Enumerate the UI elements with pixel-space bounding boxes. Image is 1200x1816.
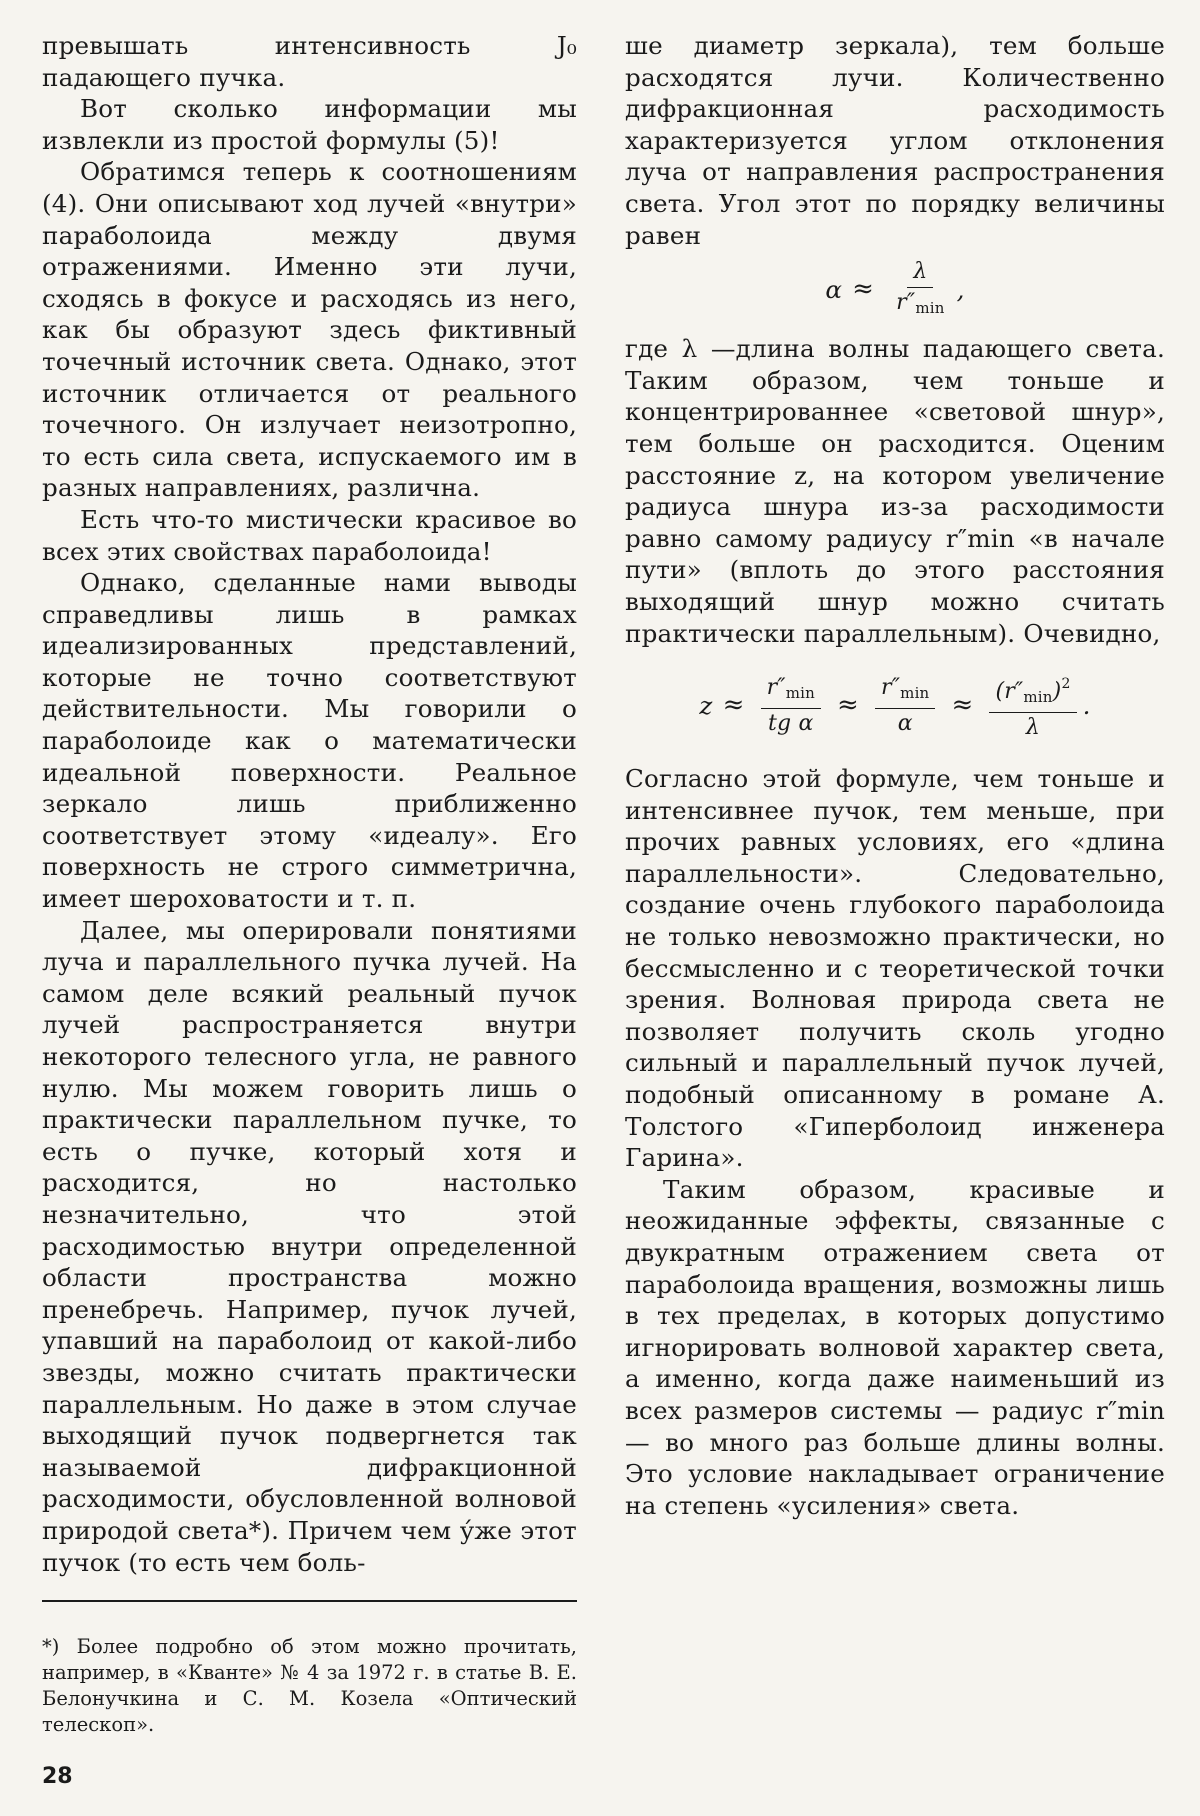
fraction-numerator [875,675,935,709]
paragraph: Обратимся теперь к соотношениям (4). Они описывают ход лучей «внутри» параболоида между двумя отражениями. Именно эти лучи, сходясь в фокусе и расходясь из него, как бы образуют здесь фиктивный точечный источник света. Однако, этот источник отличается от реального точечного. Он излучает неизотропно, то есть сила света, испускаемого им в разных направлениях, различна. [42,157,577,503]
formula-z [625,671,1165,741]
footnote: *) Более подробно об этом можно прочитать, например, в «Кванте» № 4 за 1972 г. в статье В. Е. Белонучкина и С. М. Козела «Оптический телескоп». [42,1635,577,1736]
formula-tail: , [956,275,965,305]
formula-lhs: z [699,691,713,721]
left-column [42,30,577,1578]
fraction [890,259,950,321]
r-symbol: r″ [766,675,786,701]
r-symbol: r″ [881,675,901,701]
subscript: min [900,684,930,703]
footnote-divider [42,1600,577,1602]
approx-sign: ≈ [837,690,859,721]
subscript: min [785,684,815,703]
page-number: 28 [42,1764,73,1789]
paragraph: Есть что-то мистически красивое во всех этих свойствах параболоида! [42,504,577,566]
approx-sign: ≈ [722,690,745,721]
subscript: min [915,299,945,318]
paragraph: превышать интенсивность J₀ падающего пучка. [42,31,577,92]
paragraph: ше диаметр зеркала), тем больше расходятся лучи. Количественно дифракционная расходимость характеризуется углом отклонения луча от направления распространения света. Угол этот по порядку величины равен [625,31,1165,250]
fraction [875,675,935,737]
fraction-numerator [989,671,1076,713]
fraction-denominator: λ [1025,715,1041,741]
subscript: min [1023,688,1053,707]
superscript: 2 [1061,676,1071,693]
approx-sign: ≈ [852,274,875,305]
fraction [761,675,821,737]
paragraph: Однако, сделанные нами выводы справедливы лишь в рамках идеализированных представлений, которые не точно соответствуют действительности. Мы говорили о параболоиде как о математически идеальной поверхности. Реальное зеркало лишь приближенно соответствует этому «идеалу». Его поверхность не строго симметрична, имеет шероховатости и т. п. [42,568,577,914]
paragraph: Согласно этой формуле, чем тоньше и интенсивнее пучок, тем меньше, при прочих равных условиях, его «длина параллельности». Следовательно, создание очень глубокого параболоида не только невозможно практически, но бессмысленно и с теоретической точки зрения. Волновая природа света не позволяет получить сколь угодно сильный и параллельный пучок лучей, подобный описанному в романе А. Толстого «Гиперболоид инженера Гарина». [625,764,1165,1173]
paragraph: Таким образом, красивые и неожиданные эффекты, связанные с двукратным отражением света от параболоида вращения, возможны лишь в тех пределах, в которых допустимо игнорировать волновой характер света, а именно, когда даже наименьший из всех размеров системы — радиус r″min — во много раз больше длины волны. Это условие накладывает ограничение на степень «усиления» света. [625,1174,1165,1520]
r-symbol: (r″ [995,679,1024,705]
r-symbol: r″ [896,290,916,316]
paren: ) [1052,679,1062,705]
paragraph: где λ —длина волны падающего света. Таким образом, чем тоньше и концентрированнее «световой шнур», тем больше он расходится. Оценим расстояние z, на котором увеличение радиуса шнура из-за расходимости равно самому радиусу r″min «в начале пути» (вплоть до этого расстояния выходящий шнур можно считать практически параллельным). Очевидно, [625,334,1165,648]
approx-sign: ≈ [951,690,974,721]
right-column [625,30,1165,1521]
paragraph: Далее, мы оперировали понятиями луча и параллельного пучка лучей. На самом деле всякий реальный пучок лучей распространяется внутри некоторого телесного угла, не равного нулю. Мы можем говорить лишь о практически параллельном пучке, то есть о пучке, который хотя и расходится, но настолько незначительно, что этой расходимостью внутри определенной области пространства можно пренебречь. Например, пучок лучей, упавший на параболоид от какой-либо звезды, можно считать практически параллельным. Но даже в этом случае выходящий пучок подвергнется так называемой дифракционной расходимости, обусловленной волновой природой света*). Причем чем у́же этот пучок (то есть чем боль- [42,915,577,1577]
fraction-denominator: tg α [767,711,814,737]
fraction-denominator: α [897,711,913,737]
formula-tail: . [1082,691,1091,721]
fraction [989,671,1076,741]
fraction-denominator [890,288,950,321]
formula-lhs: α [825,275,843,305]
fraction-numerator [761,675,821,709]
paragraph: Вот сколько информации мы извлекли из простой формулы (5)! [42,94,577,155]
fraction-numerator: λ [907,259,933,288]
formula-alpha [625,259,1165,321]
